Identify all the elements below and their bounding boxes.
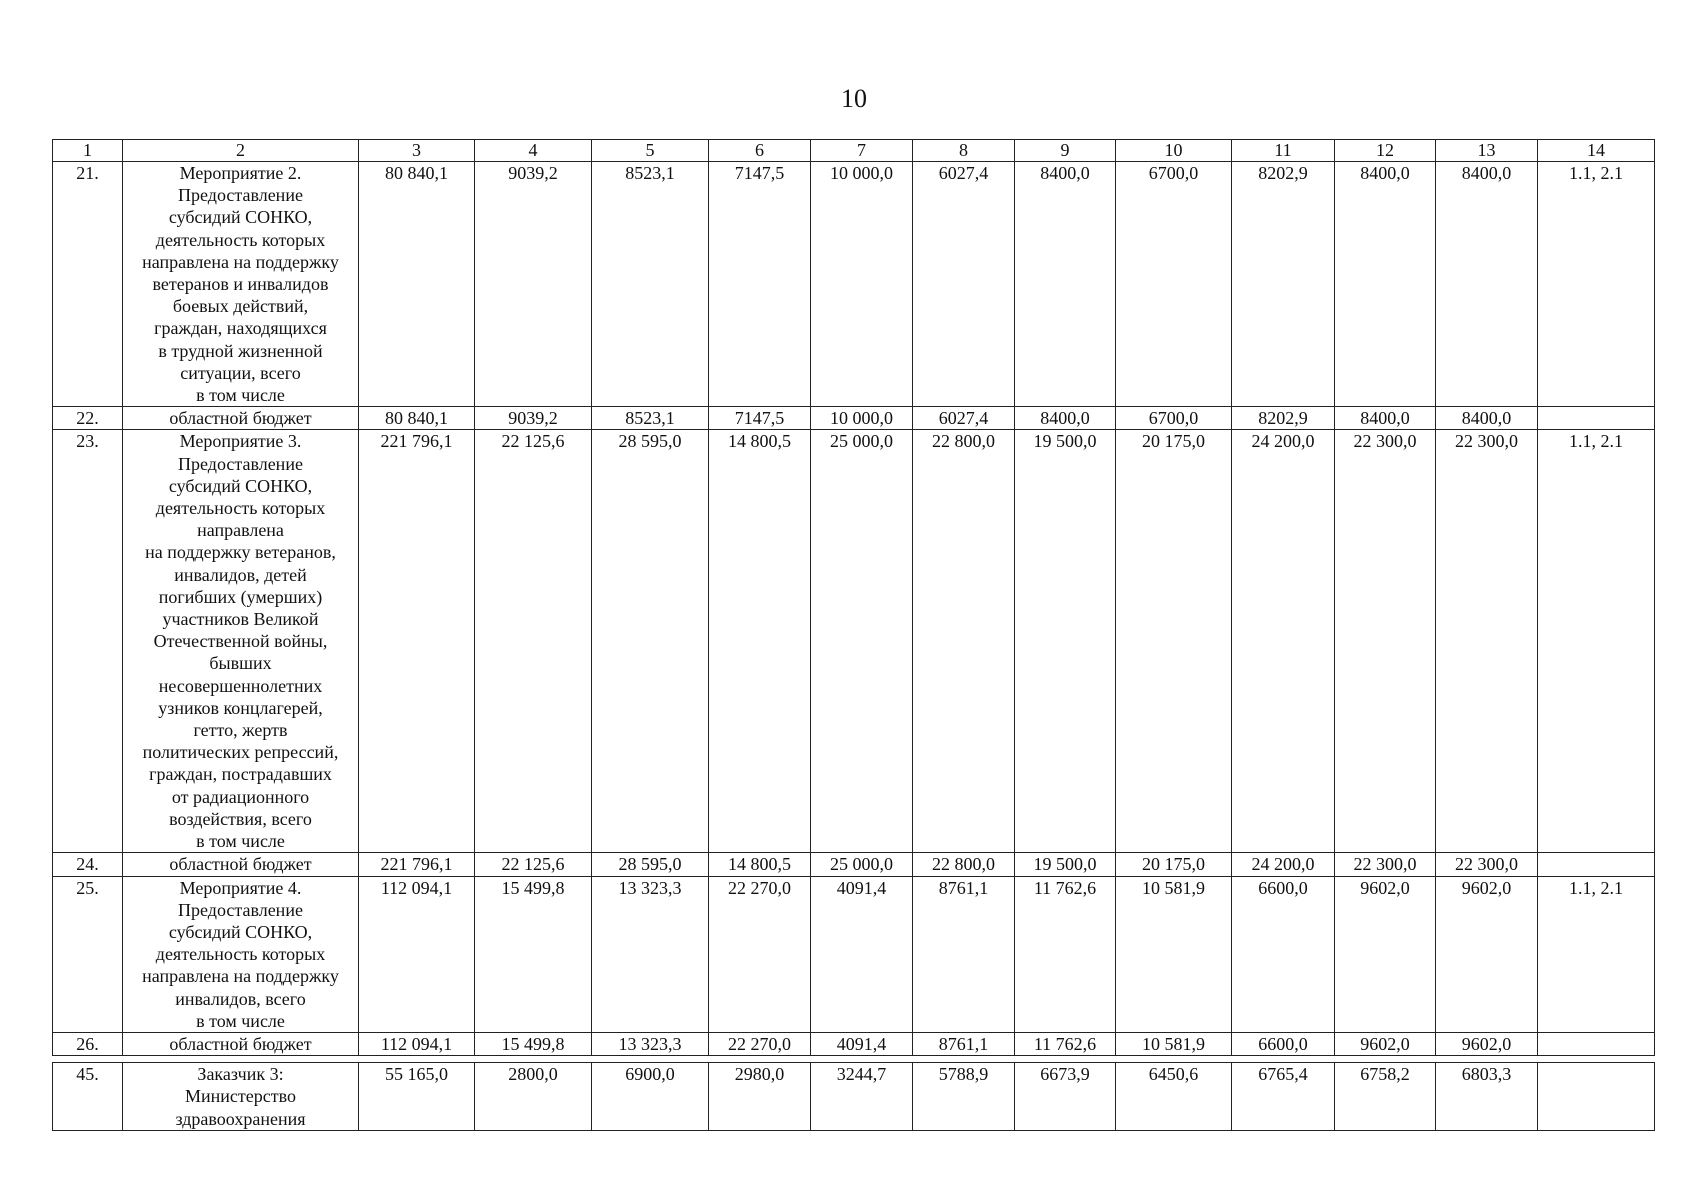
row-title-line: деятельность которых [155, 944, 326, 965]
value-cell: 28 595,0 [592, 853, 709, 876]
value-cell: 22 125,6 [475, 430, 592, 853]
value-cell: 8400,0 [1335, 162, 1436, 407]
value-cell: 6700,0 [1116, 407, 1232, 430]
row-title-line: в том числе [196, 1010, 285, 1031]
indicator-code [1538, 407, 1655, 430]
value-cell: 8400,0 [1015, 407, 1116, 430]
value-cell: 5788,9 [913, 1063, 1015, 1131]
indicator-code [1538, 1032, 1655, 1055]
value-cell: 6450,6 [1116, 1063, 1232, 1131]
value-cell: 221 796,1 [359, 853, 475, 876]
value-cell: 24 200,0 [1232, 853, 1335, 876]
value-cell: 22 125,6 [475, 853, 592, 876]
value-cell: 25 000,0 [811, 853, 913, 876]
row-title-line: субсидий СОНКО, [168, 207, 313, 228]
indicator-code: 1.1, 2.1 [1538, 876, 1655, 1032]
value-cell: 9602,0 [1335, 876, 1436, 1032]
row-title-line: субсидий СОНКО, [168, 475, 313, 496]
value-cell: 10 000,0 [811, 162, 913, 407]
value-cell: 6900,0 [592, 1063, 709, 1131]
row-number: 22. [53, 407, 123, 430]
row-title [123, 876, 359, 1032]
row-number: 24. [53, 853, 123, 876]
row-title-line: граждан, пострадавших [149, 764, 332, 785]
row-title-line: ситуации, всего [180, 362, 301, 383]
value-cell: 8202,9 [1232, 407, 1335, 430]
value-cell: 9602,0 [1335, 1032, 1436, 1055]
separator-cell [53, 1056, 1655, 1063]
value-cell: 4091,4 [811, 876, 913, 1032]
row-title-line: в том числе [196, 385, 285, 406]
row-title-line: Предоставление [178, 899, 303, 920]
indicator-code: 1.1, 2.1 [1538, 162, 1655, 407]
page-number: 10 [841, 84, 867, 113]
row-title-line: областной бюджет [169, 408, 312, 429]
value-cell: 112 094,1 [359, 1032, 475, 1055]
table-row [53, 162, 1655, 407]
value-cell: 22 300,0 [1436, 853, 1538, 876]
row-title-line: инвалидов, всего [175, 988, 306, 1009]
value-cell: 20 175,0 [1116, 853, 1232, 876]
value-cell: 9039,2 [475, 162, 592, 407]
value-cell: 14 800,5 [709, 430, 811, 853]
value-cell: 7147,5 [709, 407, 811, 430]
value-cell: 8400,0 [1015, 162, 1116, 407]
value-cell: 11 762,6 [1015, 876, 1116, 1032]
row-title-line: несовершеннолетних [158, 675, 323, 696]
row-number: 23. [53, 430, 123, 853]
row-title-line: боевых действий, [172, 296, 309, 317]
value-cell: 4091,4 [811, 1032, 913, 1055]
value-cell: 9602,0 [1436, 1032, 1538, 1055]
value-cell: 8400,0 [1436, 162, 1538, 407]
column-header: 12 [1335, 140, 1436, 162]
value-cell: 112 094,1 [359, 876, 475, 1032]
row-title [123, 1063, 359, 1131]
column-header: 6 [709, 140, 811, 162]
row-title-line: направлена на поддержку [142, 966, 339, 987]
column-header: 11 [1232, 140, 1335, 162]
value-cell: 6027,4 [913, 162, 1015, 407]
row-title-line: областной бюджет [169, 1033, 312, 1054]
row-title-line: в трудной жизненной [158, 340, 323, 361]
value-cell: 22 270,0 [709, 876, 811, 1032]
row-title-line: здравоохранения [175, 1108, 306, 1129]
row-title [123, 162, 359, 407]
value-cell: 22 800,0 [913, 853, 1015, 876]
table-row [53, 430, 1655, 853]
value-cell: 8523,1 [592, 162, 709, 407]
value-cell: 20 175,0 [1116, 430, 1232, 853]
indicator-code [1538, 853, 1655, 876]
value-cell: 10 581,9 [1116, 876, 1232, 1032]
value-cell: 6758,2 [1335, 1063, 1436, 1131]
value-cell: 9602,0 [1436, 876, 1538, 1032]
value-cell: 10 581,9 [1116, 1032, 1232, 1055]
value-cell: 22 270,0 [709, 1032, 811, 1055]
value-cell: 6600,0 [1232, 876, 1335, 1032]
column-header: 9 [1015, 140, 1116, 162]
row-title-line: гетто, жертв [193, 720, 288, 741]
row-number: 26. [53, 1032, 123, 1055]
column-header: 7 [811, 140, 913, 162]
column-header: 4 [475, 140, 592, 162]
value-cell: 8400,0 [1335, 407, 1436, 430]
value-cell: 3244,7 [811, 1063, 913, 1131]
column-header: 3 [359, 140, 475, 162]
row-title [123, 853, 359, 876]
value-cell: 8523,1 [592, 407, 709, 430]
value-cell: 221 796,1 [359, 430, 475, 853]
value-cell: 6803,3 [1436, 1063, 1538, 1131]
row-title-line: граждан, находящихся [154, 318, 327, 339]
row-title-line: деятельность которых [155, 229, 326, 250]
row-title-line: воздействия, всего [169, 808, 312, 829]
value-cell: 55 165,0 [359, 1063, 475, 1131]
row-title-line: областной бюджет [169, 854, 312, 875]
value-cell: 13 323,3 [592, 1032, 709, 1055]
row-title-line: Министерство [185, 1086, 296, 1107]
value-cell: 9039,2 [475, 407, 592, 430]
table-row [53, 853, 1655, 876]
budget-table [52, 139, 1655, 1131]
column-header: 13 [1436, 140, 1538, 162]
value-cell: 8761,1 [913, 1032, 1015, 1055]
row-title-line: в том числе [196, 831, 285, 852]
row-title-line: Мероприятие 2. [179, 163, 302, 183]
value-cell: 6600,0 [1232, 1032, 1335, 1055]
indicator-code [1538, 1063, 1655, 1131]
value-cell: 22 300,0 [1436, 430, 1538, 853]
table-body [53, 162, 1655, 1131]
row-title-line: бывших [209, 653, 272, 674]
column-header: 2 [123, 140, 359, 162]
column-header: 1 [53, 140, 123, 162]
column-header: 5 [592, 140, 709, 162]
value-cell: 10 000,0 [811, 407, 913, 430]
value-cell: 22 800,0 [913, 430, 1015, 853]
row-title-line: Мероприятие 4. [179, 877, 302, 898]
value-cell: 80 840,1 [359, 162, 475, 407]
table-row [53, 407, 1655, 430]
row-title [123, 1032, 359, 1055]
value-cell: 8202,9 [1232, 162, 1335, 407]
value-cell: 19 500,0 [1015, 853, 1116, 876]
row-title-line: Предоставление [178, 453, 303, 474]
value-cell: 15 499,8 [475, 876, 592, 1032]
row-title-line: на поддержку ветеранов, [145, 542, 336, 563]
header-row [53, 140, 1655, 162]
table-row [53, 1032, 1655, 1055]
value-cell: 7147,5 [709, 162, 811, 407]
column-header: 14 [1538, 140, 1655, 162]
row-title-line: субсидий СОНКО, [168, 921, 313, 942]
section-separator [53, 1056, 1655, 1063]
row-title-line: направлена на поддержку [142, 251, 339, 272]
value-cell: 2980,0 [709, 1063, 811, 1131]
value-cell: 6765,4 [1232, 1063, 1335, 1131]
value-cell: 19 500,0 [1015, 430, 1116, 853]
value-cell: 15 499,8 [475, 1032, 592, 1055]
row-title-line: Мероприятие 3. [179, 431, 302, 452]
value-cell: 28 595,0 [592, 430, 709, 853]
value-cell: 6027,4 [913, 407, 1015, 430]
row-title-line: погибших (умерших) [158, 586, 323, 607]
value-cell: 22 300,0 [1335, 430, 1436, 853]
table-row [53, 876, 1655, 1032]
row-title-line: направлена [197, 520, 284, 541]
value-cell: 13 323,3 [592, 876, 709, 1032]
value-cell: 25 000,0 [811, 430, 913, 853]
row-title-line: участников Великой [162, 609, 319, 630]
table-row [53, 1063, 1655, 1131]
row-number: 25. [53, 876, 123, 1032]
value-cell: 24 200,0 [1232, 430, 1335, 853]
column-header: 8 [913, 140, 1015, 162]
row-number: 21. [53, 162, 123, 407]
value-cell: 8761,1 [913, 876, 1015, 1032]
row-title-line: политических репрессий, [142, 742, 339, 763]
value-cell: 6673,9 [1015, 1063, 1116, 1131]
row-number: 45. [53, 1063, 123, 1131]
value-cell: 80 840,1 [359, 407, 475, 430]
row-title-line: ветеранов и инвалидов [152, 274, 329, 295]
row-title-line: от радиационного [171, 786, 310, 807]
value-cell: 8400,0 [1436, 407, 1538, 430]
indicator-code: 1.1, 2.1 [1538, 430, 1655, 853]
value-cell: 2800,0 [475, 1063, 592, 1131]
row-title-line: Заказчик 3: [197, 1064, 284, 1085]
row-title [123, 407, 359, 430]
row-title-line: Предоставление [178, 185, 303, 206]
row-title-line: узников концлагерей, [158, 697, 323, 718]
value-cell: 14 800,5 [709, 853, 811, 876]
value-cell: 6700,0 [1116, 162, 1232, 407]
value-cell: 22 300,0 [1335, 853, 1436, 876]
row-title-line: Отечественной войны, [153, 631, 328, 652]
row-title [123, 430, 359, 853]
column-header: 10 [1116, 140, 1232, 162]
row-title-line: инвалидов, детей [174, 564, 307, 585]
value-cell: 11 762,6 [1015, 1032, 1116, 1055]
row-title-line: деятельность которых [155, 498, 326, 519]
